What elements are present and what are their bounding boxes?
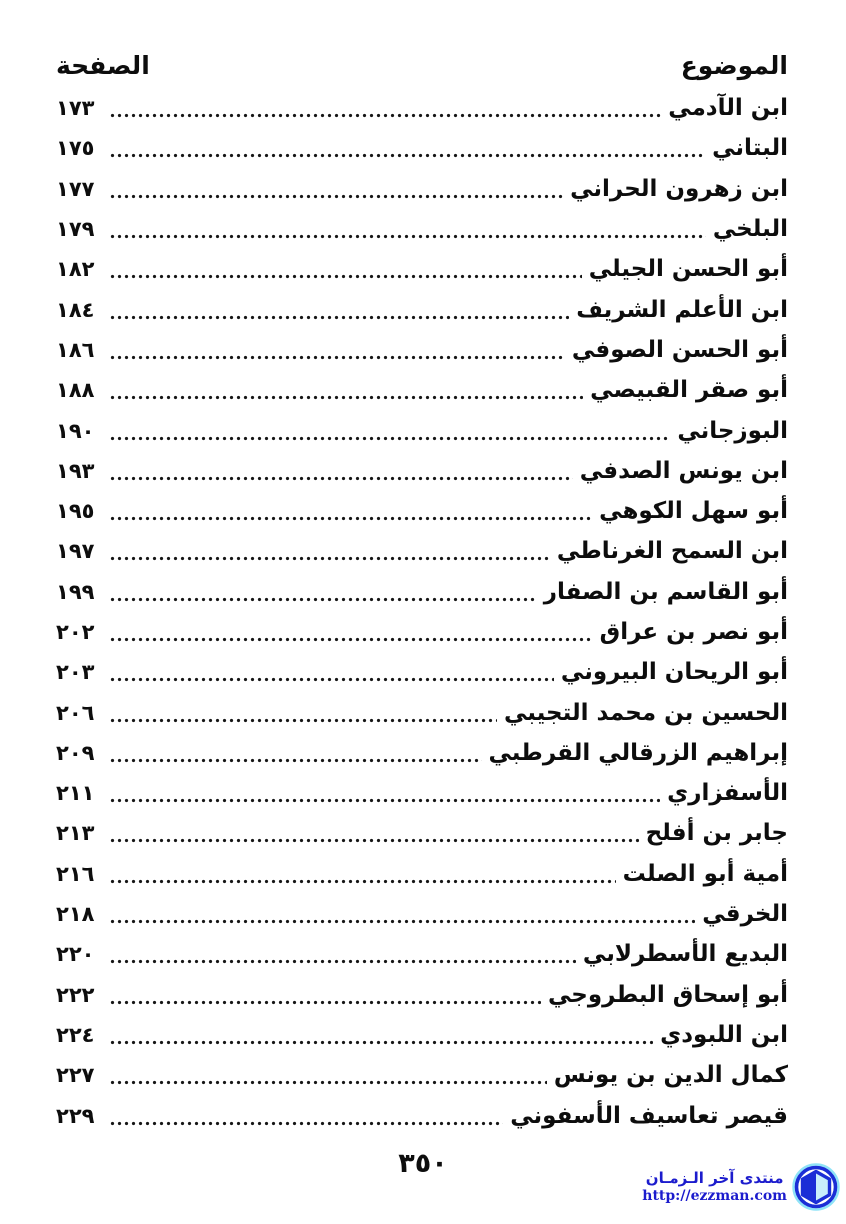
toc-entry-title: الأسفزاري xyxy=(667,780,788,807)
dotted-leader xyxy=(109,1080,547,1085)
dotted-leader xyxy=(109,879,616,884)
toc-entry-page: ٢٢٢ xyxy=(56,982,95,1007)
dotted-leader xyxy=(109,476,573,481)
toc-entry-page: ١٨٤ xyxy=(56,297,95,322)
toc-row xyxy=(56,1015,788,1055)
toc-entry-title: ابن السمح الغرناطي xyxy=(556,538,788,565)
toc-entry-page: ١٨٦ xyxy=(56,337,95,362)
toc-entry-title: ابن اللبودي xyxy=(660,1021,788,1048)
dotted-leader xyxy=(109,234,706,239)
toc-entry-page: ٢٢٧ xyxy=(56,1063,95,1088)
toc-entry-title: ابن زهرون الحراني xyxy=(570,175,788,202)
toc-entry-page: ١٨٢ xyxy=(56,257,95,282)
toc-entry-title: أبو صقر القبيصي xyxy=(590,377,788,404)
toc-entry-page: ٢١٦ xyxy=(56,861,95,886)
dotted-leader xyxy=(109,556,550,561)
dotted-leader xyxy=(109,113,661,118)
dotted-leader xyxy=(109,677,554,682)
toc-entry-page: ٢٠٦ xyxy=(56,700,95,725)
toc-entry-title: الخرقي xyxy=(702,901,788,928)
toc-entry-title: إبراهيم الزرقالي القرطبي xyxy=(488,739,788,766)
toc-row xyxy=(56,88,788,128)
toc-row xyxy=(56,370,788,410)
toc-entry-title: ابن الآدمي xyxy=(668,95,788,122)
toc-header-subject: الموضوع xyxy=(680,50,788,80)
toc-entry-page: ١٧٣ xyxy=(56,96,95,121)
dotted-leader xyxy=(109,1121,503,1126)
dotted-leader xyxy=(109,194,563,199)
toc-row xyxy=(56,975,788,1015)
toc-entry-title: أبو سهل الكوهي xyxy=(599,498,788,525)
toc-entry-title: كمال الدين بن يونس xyxy=(553,1062,788,1089)
toc-row xyxy=(56,1055,788,1095)
forum-text-block xyxy=(642,1169,787,1205)
dotted-leader xyxy=(109,758,482,763)
toc-entry-title: البتاني xyxy=(712,135,788,162)
toc-entry-page: ٢١٨ xyxy=(56,902,95,927)
toc-entry-title: ابن يونس الصدفي xyxy=(579,457,788,484)
toc-entry-page: ٢٢٠ xyxy=(56,942,95,967)
toc-entry-page: ٢٢٤ xyxy=(56,1022,95,1047)
page-number: ٣٥٠ xyxy=(398,1148,448,1179)
toc-entry-page: ١٨٨ xyxy=(56,378,95,403)
toc-entry-page: ٢١٣ xyxy=(56,821,95,846)
dotted-leader xyxy=(109,153,705,158)
toc-entry-page: ١٩٩ xyxy=(56,579,95,604)
dotted-leader xyxy=(109,798,660,803)
toc-entry-page: ٢١١ xyxy=(56,781,95,806)
toc-entry-page: ٢٠٩ xyxy=(56,740,95,765)
toc-row xyxy=(56,773,788,813)
dotted-leader xyxy=(109,919,695,924)
toc-entry-title: أمية أبو الصلت xyxy=(622,860,788,887)
toc-row xyxy=(56,1095,788,1135)
toc-entry-page: ١٧٧ xyxy=(56,176,95,201)
toc-header-row xyxy=(56,42,788,88)
toc-entry-title: الحسين بن محمد التجيبي xyxy=(504,699,788,726)
toc-row xyxy=(56,934,788,974)
toc-row xyxy=(56,813,788,853)
toc-row xyxy=(56,209,788,249)
toc-row xyxy=(56,531,788,571)
toc-entry-page: ١٩٣ xyxy=(56,458,95,483)
toc-row xyxy=(56,894,788,934)
toc-row xyxy=(56,451,788,491)
forum-watermark xyxy=(642,1163,840,1211)
dotted-leader xyxy=(109,395,583,400)
dotted-leader xyxy=(109,1000,541,1005)
toc-entry-title: أبو الريحان البيروني xyxy=(560,659,788,686)
toc-row xyxy=(56,330,788,370)
toc-row xyxy=(56,854,788,894)
toc-entry-title: أبو إسحاق البطروجي xyxy=(548,981,788,1008)
toc-entry-page: ١٧٥ xyxy=(56,136,95,161)
toc-entry-title: أبو القاسم بن الصفار xyxy=(543,578,788,605)
toc-row xyxy=(56,733,788,773)
forum-name: منتدى آخر الـزمـان xyxy=(645,1168,784,1187)
dotted-leader xyxy=(109,718,497,723)
toc-row xyxy=(56,491,788,531)
toc-content xyxy=(56,42,788,1136)
toc-entry-page: ١٧٩ xyxy=(56,217,95,242)
dotted-leader xyxy=(109,436,670,441)
dotted-leader xyxy=(109,315,569,320)
toc-row xyxy=(56,612,788,652)
toc-entry-title: أبو نصر بن عراق xyxy=(599,619,788,645)
toc-entry-page: ١٩٧ xyxy=(56,539,95,564)
toc-entry-title: جابر بن أفلح xyxy=(645,820,788,847)
dotted-leader xyxy=(109,597,537,602)
dotted-leader xyxy=(109,274,582,279)
dotted-leader xyxy=(109,959,576,964)
toc-row xyxy=(56,652,788,692)
toc-row xyxy=(56,128,788,168)
toc-entry-title: البلخي xyxy=(712,216,788,243)
toc-entry-title: قيصر تعاسيف الأسفوني xyxy=(510,1102,788,1129)
dotted-leader xyxy=(109,355,565,360)
forum-url: http://ezzman.com xyxy=(642,1187,787,1204)
toc-list xyxy=(56,88,788,1136)
toc-entry-title: ابن الأعلم الشريف xyxy=(576,296,788,323)
toc-entry-page: ٢٠٣ xyxy=(56,660,95,685)
dotted-leader xyxy=(109,838,639,843)
toc-row xyxy=(56,692,788,732)
toc-row xyxy=(56,572,788,612)
dotted-leader xyxy=(109,516,592,521)
hexagon-forum-logo-icon xyxy=(792,1163,840,1211)
toc-row xyxy=(56,249,788,289)
toc-row xyxy=(56,289,788,329)
toc-entry-title: أبو الحسن الصوفي xyxy=(571,336,788,363)
toc-row xyxy=(56,410,788,450)
toc-entry-page: ٢٢٩ xyxy=(56,1103,95,1128)
toc-entry-title: البديع الأسطرلابي xyxy=(582,941,788,968)
dotted-leader xyxy=(109,1040,653,1045)
toc-entry-page: ١٩٥ xyxy=(56,499,95,524)
dotted-leader xyxy=(109,637,593,642)
toc-entry-title: البوزجاني xyxy=(677,417,788,444)
toc-entry-page: ١٩٠ xyxy=(56,418,95,443)
toc-entry-title: أبو الحسن الجيلي xyxy=(588,256,788,283)
toc-header-page: الصفحة xyxy=(56,50,150,80)
toc-entry-page: ٢٠٢ xyxy=(56,620,95,644)
toc-row xyxy=(56,169,788,209)
